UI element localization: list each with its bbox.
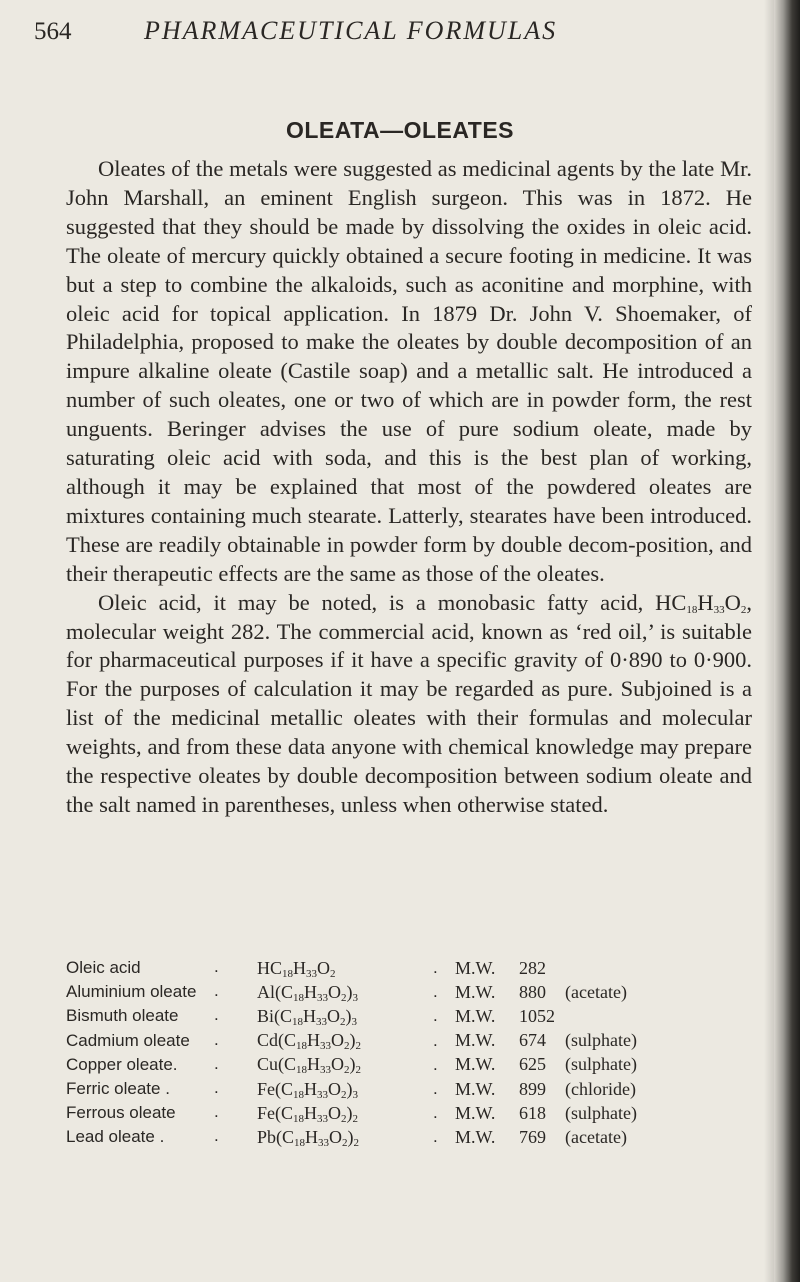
mw-value-cell [519,1053,756,1077]
leader-dot: . [214,981,219,1001]
mw-label: M.W. [455,981,496,1002]
formula: $Al(C_{18}H_{33}O_2)_3$ [257,981,358,1004]
salt-name: (chloride) [565,1078,636,1099]
formula-cell [257,980,433,1004]
oleate-name: Cadmium oleate [66,1030,190,1050]
leader-dot-cell [433,1029,455,1053]
oleate-name-cell [66,1004,257,1028]
formula: $Pb(C_{18}H_{33}O_2)_2$ [257,1126,360,1149]
formula: $Bi(C_{18}H_{33}O_2)_3$ [257,1005,358,1028]
salt-name: (sulphate) [565,1030,637,1051]
mw-label-cell [455,1029,519,1053]
formula: $Fe(C_{18}H_{33}O_2)_3$ [257,1078,358,1101]
formula-cell [257,1125,433,1149]
mw-label-cell [455,1077,519,1101]
mw-value-cell [519,1125,756,1149]
paragraph-2-text-a: Oleic acid, it may be noted, is a monobasic fatty acid, [98,589,644,615]
oleate-name-cell [66,956,257,980]
mw-label: M.W. [455,1102,496,1123]
mw-value: 1052 [519,1005,555,1026]
oleate-name-cell [66,1077,257,1101]
formula-cell [257,1101,433,1125]
leader-dot: . [433,1006,438,1026]
leader-dot-cell [433,1125,455,1149]
salt-name: (sulphate) [565,1102,637,1123]
formula-cell [257,956,433,980]
leader-dot-cell [433,1101,455,1125]
table-row [66,1125,756,1149]
paragraph-1 [66,155,752,589]
formula-cell [257,1029,433,1053]
oleate-name: Bismuth oleate [66,1006,179,1026]
formula-cell [257,1077,433,1101]
mw-label: M.W. [455,1054,496,1075]
leader-dot: . [214,1126,219,1146]
mw-value: 625 [519,1054,546,1075]
formula: $Cd(C_{18}H_{33}O_2)_2$ [257,1030,362,1053]
mw-value: 282 [519,957,546,978]
leader-dot-cell [433,1077,455,1101]
table-row [66,980,756,1004]
mw-label-cell [455,956,519,980]
leader-dot: . [214,1029,219,1049]
table-row [66,1053,756,1077]
formula: $Fe(C_{18}H_{33}O_2)_2$ [257,1102,358,1125]
mw-label-cell [455,1125,519,1149]
oleates-table-body [66,956,756,1150]
leader-dot: . [214,1102,219,1122]
mw-label-cell [455,980,519,1004]
mw-value-cell [519,1004,756,1028]
oleate-name: Copper oleate. [66,1054,178,1074]
oleate-name: Lead oleate . [66,1127,165,1147]
leader-dot: . [214,1053,219,1073]
leader-dot: . [433,1127,438,1147]
mw-label: M.W. [455,957,496,978]
oleate-name: Ferric oleate . [66,1079,170,1099]
page-number: 564 [34,18,72,45]
page-header [34,10,740,50]
salt-name: (acetate) [565,1126,627,1147]
mw-label: M.W. [455,1030,496,1051]
leader-dot: . [433,958,438,978]
mw-value-cell [519,1101,756,1125]
salt-name: (sulphate) [565,1054,637,1075]
table-row [66,1004,756,1028]
formula-cell [257,1004,433,1028]
paragraph-2-text-b: , molecular weight 282. The commercial acid, known as ‘red oil,’ is suitable for pharmaceutical purposes if it have a specific gravity of 0·890 to 0·900. For the purposes of calculation it may be regarded as pure. Subjoined is a list of the medicinal metallic oleates with their formulas and molecular weights, and from these data anyone with chemical knowledge may prepare the respective oleates by double decomposition between sodium oleate and the salt named in parentheses, unless when otherwise stated. [66,589,752,817]
mw-label: M.W. [455,1078,496,1099]
leader-dot-cell [433,980,455,1004]
oleate-name-cell [66,1029,257,1053]
salt-name: (acetate) [565,981,627,1002]
mw-label-cell [455,1004,519,1028]
leader-dot: . [214,1078,219,1098]
running-head: PHARMACEUTICAL FORMULAS [144,16,558,45]
leader-dot: . [214,1005,219,1025]
leader-dot-cell [433,956,455,980]
book-spine-edge [774,0,800,1282]
mw-label: M.W. [455,1126,496,1147]
table-row [66,1101,756,1125]
formula: $HC_{18}H_{33}O_2$ [257,957,336,980]
leader-dot-cell [433,1053,455,1077]
paragraph-2 [66,589,752,820]
mw-value: 769 [519,1126,546,1147]
mw-value: 618 [519,1102,546,1123]
oleate-name-cell [66,980,257,1004]
mw-value: 880 [519,981,546,1002]
leader-dot: . [433,1030,438,1050]
oleate-name: Aluminium oleate [66,982,197,1002]
table-row [66,956,756,980]
page-fold-shadow [764,0,774,1282]
mw-value: 674 [519,1030,546,1051]
oleates-table [66,956,756,1150]
mw-label-cell [455,1101,519,1125]
mw-value-cell [519,956,756,980]
mw-label-cell [455,1053,519,1077]
table-row [66,1029,756,1053]
leader-dot: . [214,957,219,977]
table-row [66,1077,756,1101]
paragraph-1-text: Oleates of the metals were suggested as medicinal agents by the late Mr. John Marshall, an eminent English surgeon. This was in 1872. He suggested that they should be made by dissolving the oxides in oleic acid. The oleate of mercury quickly obtained a secure footing in medicine. It was but a step to combine the alkaloids, such as aconitine and morphine, with oleic acid for topical application. In 1879 Dr. John V. Shoemaker, of Philadelphia, proposed to make the oleates by double decomposition of an impure alkaline oleate (Castile soap) and a metallic salt. He introduced a number of such oleates, one or two of which are in powder form, the rest unguents. Beringer advises the use of pure sodium oleate, made by saturating oleic acid with soda, and this is the best plan of working, although it may be explained that most of the powdered oleates are mixtures containing much stearate. Latterly, stearates have been introduced. These are readily obtainable in powder form by double decom-position, and their therapeutic effects are the same as those of the oleates. [66,156,752,586]
oleate-name-cell [66,1125,257,1149]
leader-dot-cell [433,1004,455,1028]
section-title: OLEATA—OLEATES [285,117,515,143]
oleate-name: Oleic acid [66,958,141,978]
leader-dot: . [433,1054,438,1074]
body-text [66,155,752,820]
leader-dot: . [433,1079,438,1099]
oleate-name-cell [66,1101,257,1125]
mw-value-cell [519,1077,756,1101]
oleate-name: Ferrous oleate [66,1103,176,1123]
leader-dot: . [433,1103,438,1123]
oleate-name-cell [66,1053,257,1077]
mw-value-cell [519,1029,756,1053]
mw-value-cell [519,980,756,1004]
mw-value: 899 [519,1078,546,1099]
mw-label: M.W. [455,1005,496,1026]
leader-dot: . [433,982,438,1002]
formula-cell [257,1053,433,1077]
oleic-acid-formula: $HC_{18}H_{33}O_2$ [655,589,747,616]
formula: $Cu(C_{18}H_{33}O_2)_2$ [257,1054,362,1077]
